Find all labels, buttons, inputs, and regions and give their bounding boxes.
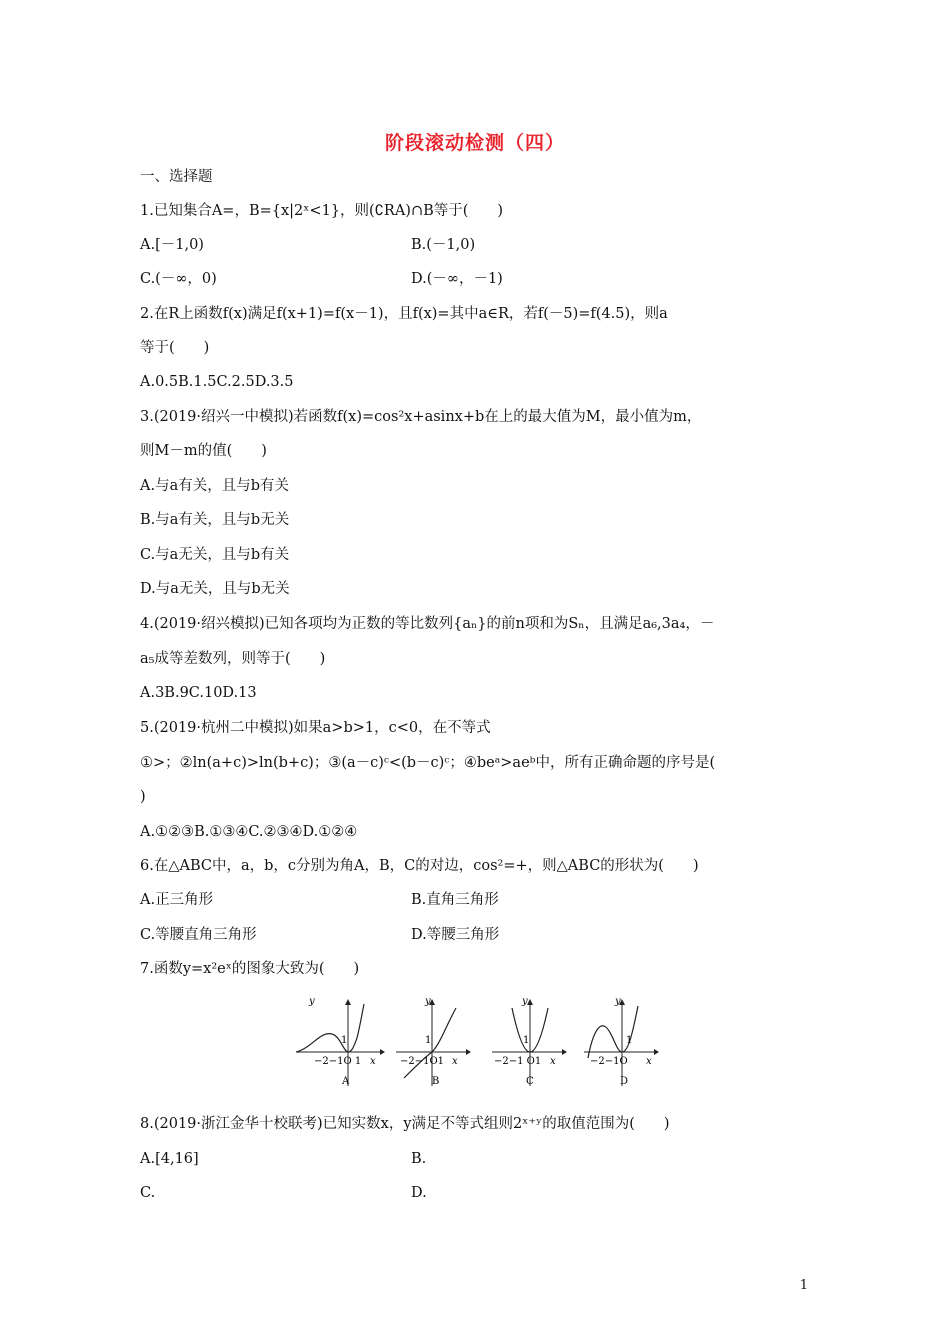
question-8-option-b: B. bbox=[411, 1151, 427, 1167]
graph-c-y-label: y bbox=[522, 996, 528, 1007]
question-1-option-a: A.[－1,0) bbox=[140, 237, 204, 253]
question-6-option-b: B.直角三角形 bbox=[411, 892, 499, 908]
graph-b bbox=[394, 996, 486, 1088]
question-4-stem-line-2: a₅成等差数列，则等于( ) bbox=[140, 651, 326, 667]
graph-a-x-arrow bbox=[380, 1049, 385, 1055]
graph-d-x-label: x bbox=[646, 1056, 652, 1067]
graph-c-y-arrow bbox=[527, 999, 533, 1005]
question-8-stem: 8.(2019·浙江金华十校联考)已知实数x，y满足不等式组则2ˣ⁺ʸ的取值范围为( ) bbox=[140, 1116, 670, 1132]
graph-c-x-ticks: −2−1 O1 bbox=[494, 1056, 542, 1067]
question-3-option-a: A.与a有关，且与b有关 bbox=[140, 478, 290, 494]
question-5-stem-line-3: ) bbox=[140, 789, 146, 805]
question-1-stem: 1.已知集合A=，B={x|2ˣ<1}，则(∁RA)∩B等于( ) bbox=[140, 203, 504, 219]
graph-a bbox=[294, 996, 386, 1088]
graph-b-x-label: x bbox=[452, 1056, 458, 1067]
question-3-stem-line-1: 3.(2019·绍兴一中模拟)若函数f(x)=cos²x+asinx+b在上的最大值为M，最小值为m， bbox=[140, 409, 702, 425]
question-8-option-a: A.[4,16] bbox=[140, 1151, 199, 1167]
graph-c-x-label: x bbox=[550, 1056, 556, 1067]
graph-a-x-label: x bbox=[370, 1056, 376, 1067]
question-6-stem: 6.在△ABC中，a，b，c分别为角A，B，C的对边，cos²=+，则△ABC的形状为( ) bbox=[140, 858, 699, 874]
page-title: 阶段滚动检测（四） bbox=[384, 132, 565, 154]
graph-c-label: C bbox=[526, 1076, 534, 1087]
question-5-stem-line-1: 5.(2019·杭州二中模拟)如果a>b>1，c<0，在不等式 bbox=[140, 720, 491, 736]
graph-a-y-label: y bbox=[309, 996, 315, 1007]
graph-c-y-tick: 1 bbox=[523, 1035, 530, 1046]
question-6-option-d: D.等腰三角形 bbox=[411, 927, 500, 943]
question-5-stem-line-2: ①>；②ln(a+c)>ln(b+c)；③(a－c)ᶜ<(b－c)ᶜ；④beᵃ>aeᵇ中，所有正确命题的序号是( bbox=[140, 755, 716, 771]
question-1-option-d: D.(－∞，－1) bbox=[411, 271, 503, 287]
question-6-option-c: C.等腰直角三角形 bbox=[140, 927, 257, 943]
question-2-options: A.0.5B.1.5C.2.5D.3.5 bbox=[140, 374, 294, 390]
question-3-option-d: D.与a无关，且与b无关 bbox=[140, 581, 290, 597]
graph-c-x-arrow bbox=[562, 1049, 567, 1055]
graph-b-label: B bbox=[432, 1076, 440, 1087]
graph-a-label: A bbox=[342, 1076, 350, 1087]
section-heading: 一、选择题 bbox=[140, 169, 213, 185]
graph-d-y-label: y bbox=[615, 996, 621, 1007]
graph-c bbox=[488, 996, 580, 1088]
question-3-option-b: B.与a有关，且与b无关 bbox=[140, 512, 290, 528]
question-8-option-d: D. bbox=[411, 1185, 427, 1201]
graph-d-x-arrow bbox=[654, 1049, 659, 1055]
question-2-stem-line-1: 2.在R上函数f(x)满足f(x+1)=f(x－1)，且f(x)=其中a∈R，若f(－5)=f(4.5)，则a bbox=[140, 306, 668, 322]
graph-a-y-arrow bbox=[345, 999, 351, 1005]
question-8-option-c: C. bbox=[140, 1185, 156, 1201]
graph-b-x-arrow bbox=[466, 1049, 471, 1055]
question-1-option-b: B.(－1,0) bbox=[411, 237, 476, 253]
graph-b-x-ticks: −2−1O1 bbox=[400, 1056, 445, 1067]
graph-d-curve bbox=[588, 1006, 638, 1058]
question-2-stem-line-2: 等于( ) bbox=[140, 340, 210, 356]
graph-d-label: D bbox=[620, 1076, 629, 1087]
graph-a-y-tick: 1 bbox=[341, 1035, 348, 1046]
question-3-option-c: C.与a无关，且与b有关 bbox=[140, 547, 290, 563]
question-3-stem-line-2: 则M－m的值( ) bbox=[140, 443, 267, 459]
page-number: 1 bbox=[799, 1278, 808, 1293]
question-5-options: A.①②③B.①③④C.②③④D.①②④ bbox=[140, 824, 358, 840]
graph-d-y-tick: 1 bbox=[626, 1035, 633, 1046]
question-7-stem: 7.函数y=x²eˣ的图象大致为( ) bbox=[140, 961, 360, 977]
graph-b-y-tick: 1 bbox=[425, 1035, 432, 1046]
graph-a-curve bbox=[296, 1004, 364, 1052]
graph-d bbox=[582, 996, 674, 1088]
question-1-option-c: C.(－∞，0) bbox=[140, 271, 217, 287]
question-4-options: A.3B.9C.10D.13 bbox=[140, 685, 257, 701]
graph-d-x-ticks: −2−1O bbox=[590, 1056, 628, 1067]
graph-a-x-ticks: −2−1O 1 bbox=[314, 1056, 362, 1067]
graph-b-y-label: y bbox=[425, 996, 431, 1007]
question-4-stem-line-1: 4.(2019·绍兴模拟)已知各项均为正数的等比数列{aₙ}的前n项和为Sₙ，且满足a₆,3a₄，－ bbox=[140, 616, 715, 632]
question-6-option-a: A.正三角形 bbox=[140, 892, 214, 908]
